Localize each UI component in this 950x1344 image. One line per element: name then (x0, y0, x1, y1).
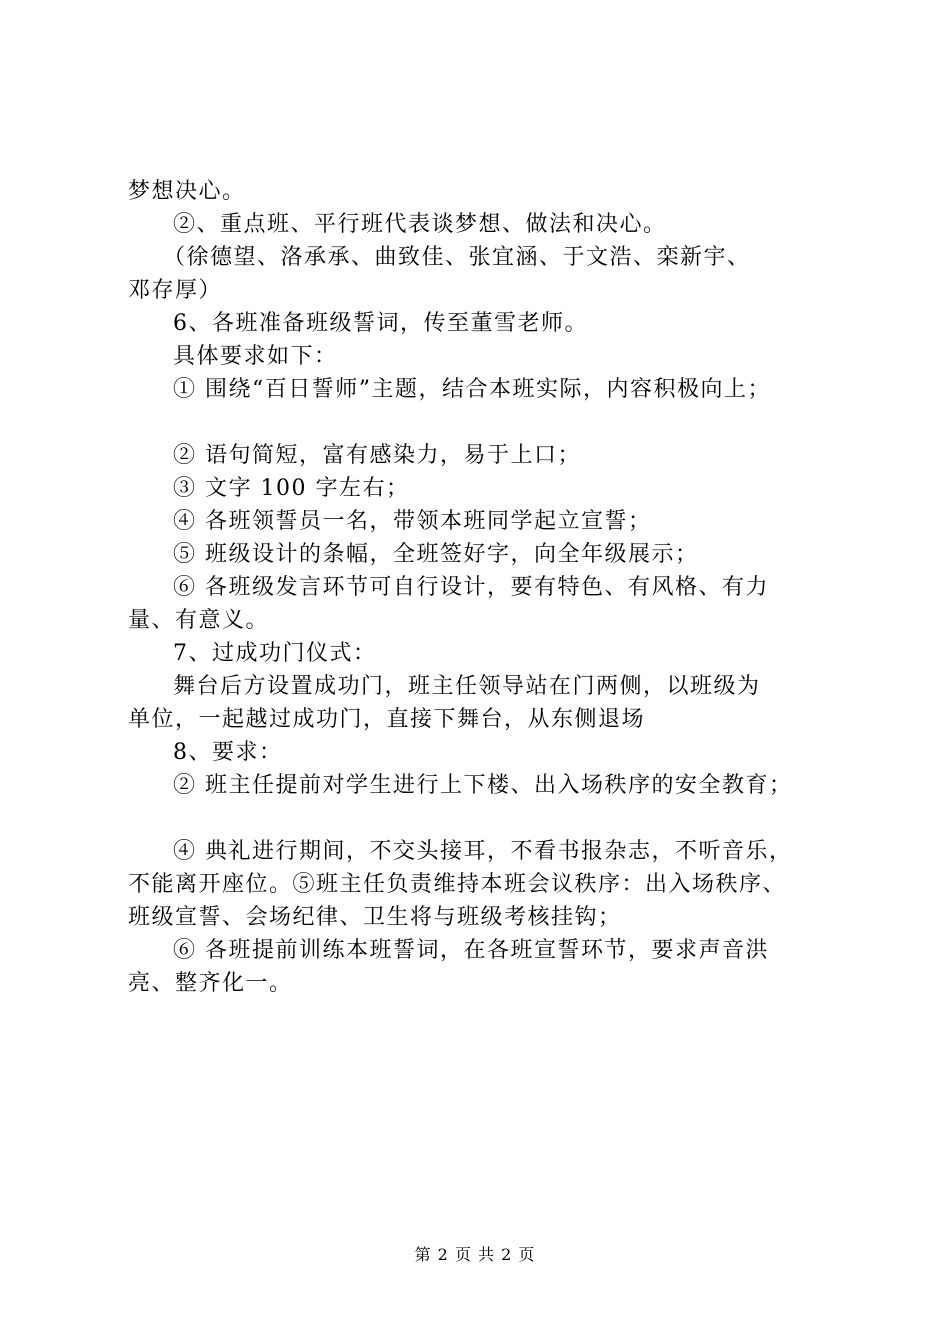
text-line: ② 班主任提前对学生进行上下楼、出入场秩序的安全教育； (173, 773, 793, 798)
document-body (128, 175, 838, 1000)
text-line: 7、过成功门仪式： (173, 641, 377, 666)
text-line: ④ 典礼进行期间，不交头接耳，不看书报杂志，不听音乐， (173, 839, 793, 864)
text-line: 舞台后方设置成功门，班主任领导站在门两侧，以班级为 (173, 674, 761, 699)
text-line: 8、要求： (173, 740, 283, 765)
text-line: ②、重点班、平行班代表谈梦想、做法和决心。 (173, 212, 667, 237)
blank-line (128, 406, 838, 439)
text-line: 6、各班准备班级誓词，传至董雪老师。 (173, 311, 588, 336)
text-line: ⑤ 班级设计的条幅，全班签好字，向全年级展示； (173, 542, 699, 567)
text-line: 不能离开座位。⑤班主任负责维持本班会议秩序：出入场秩序、 (128, 872, 787, 897)
text-line: 亮、整齐化一。 (128, 971, 293, 996)
text-line: 班级宣誓、会场纪律、卫生将与班级考核挂钩； (128, 905, 622, 930)
text-line: 具体要求如下： (173, 344, 338, 369)
text-line: ③ 文字 100 字左右； (173, 476, 410, 501)
text-line: 单位，一起越过成功门，直接下舞台，从东侧退场 (128, 707, 646, 732)
text-line: 邓存厚） (128, 278, 223, 303)
blank-line (128, 802, 838, 835)
text-line: ⑥ 各班级发言环节可自行设计，要有特色、有风格、有力 (173, 575, 769, 600)
text-line: （徐德望、洛承承、曲致佳、张宜涵、于文浩、栾新宇、 (163, 245, 751, 270)
text-line: ② 语句简短，富有感染力，易于上口； (173, 443, 581, 468)
text-line: ⑥ 各班提前训练本班誓词，在各班宣誓环节，要求声音洪 (173, 938, 769, 963)
page-footer (0, 1242, 950, 1265)
text-line: 量、有意义。 (128, 608, 270, 633)
text-line: ① 围绕“百日誓师”主题，结合本班实际，内容积极向上； (173, 377, 771, 402)
text-line: 梦想决心。 (128, 179, 246, 204)
page-number: 第 2 页 共 2 页 (414, 1245, 536, 1264)
text-line: ④ 各班领誓员一名，带领本班同学起立宣誓； (173, 509, 652, 534)
